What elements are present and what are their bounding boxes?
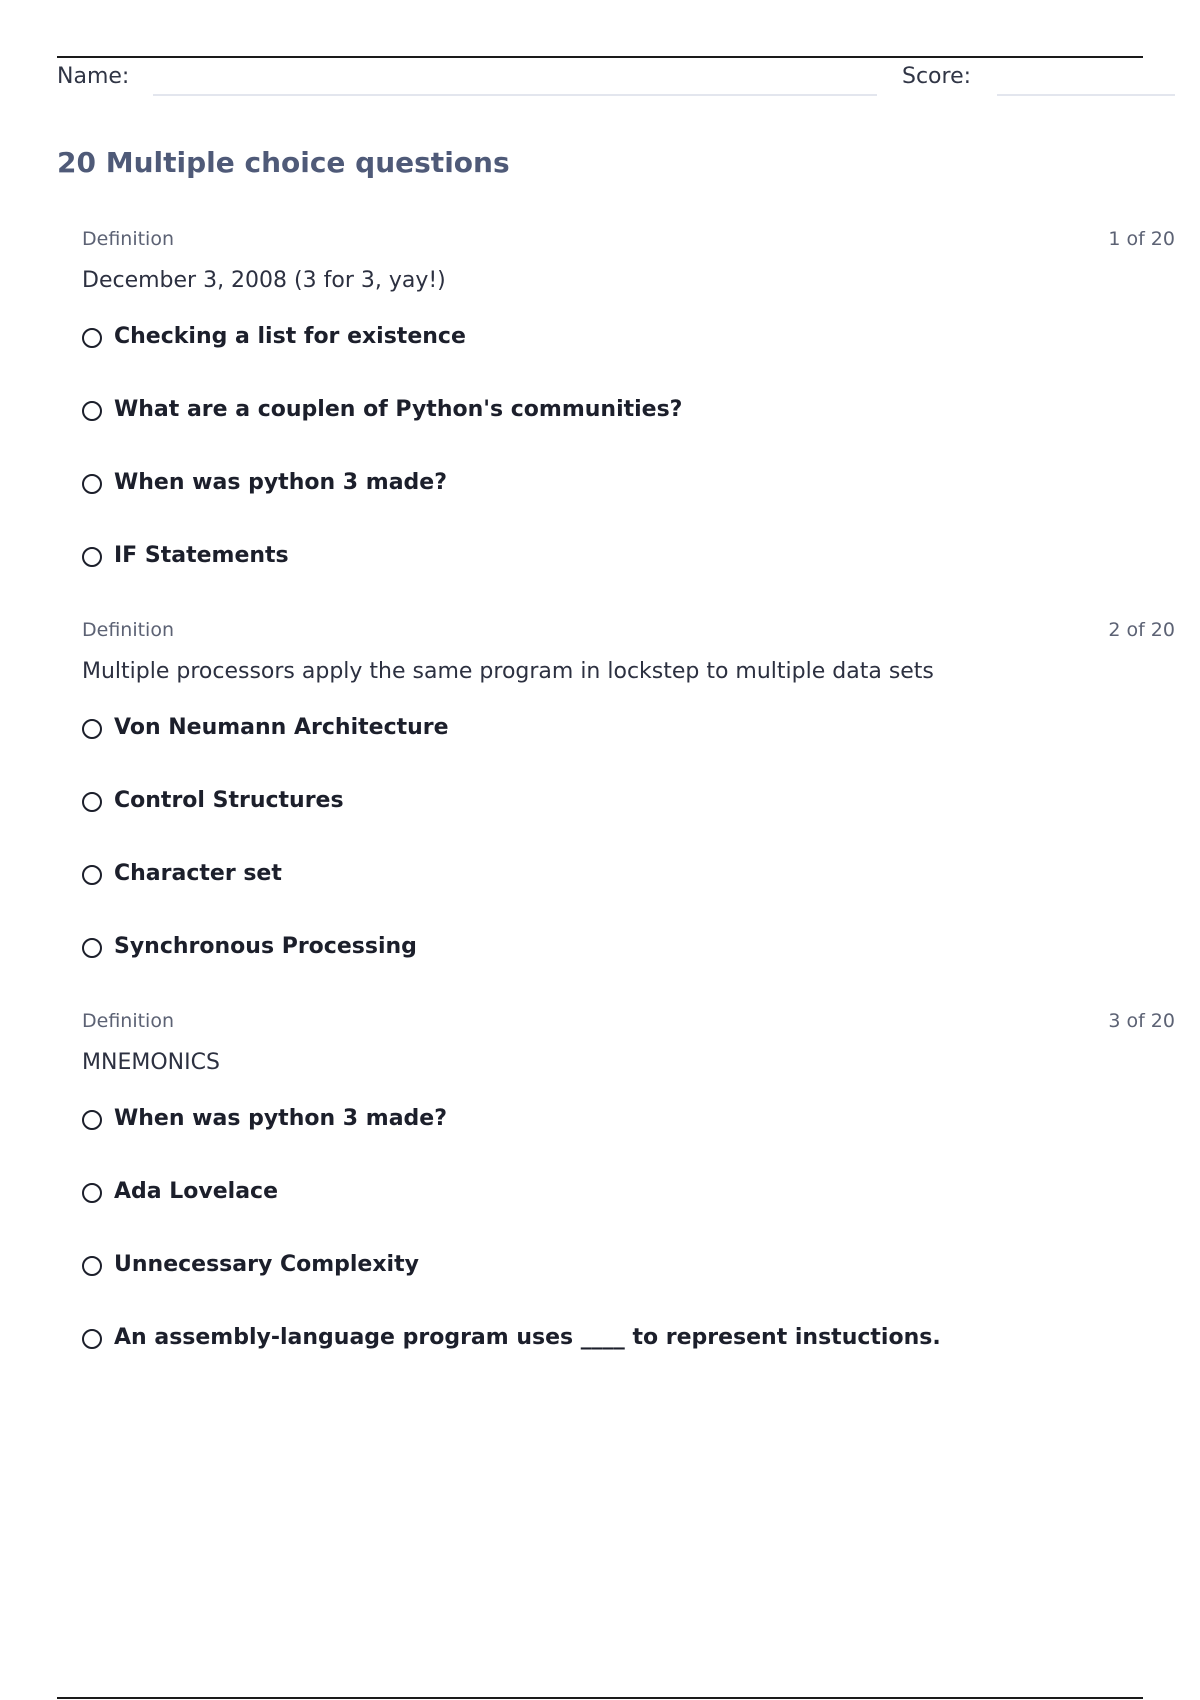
answer-option[interactable] [82,861,449,934]
radio-circle-icon[interactable] [82,401,102,421]
option-label: Character set [114,861,282,886]
answer-option[interactable] [82,1325,941,1398]
option-label: Checking a list for existence [114,324,466,349]
answer-options [82,324,682,616]
answer-option[interactable] [82,1252,941,1325]
question-1 [82,228,1175,588]
question-prompt: MNEMONICS [82,1050,220,1075]
question-2 [82,619,1175,979]
option-label: When was python 3 made? [114,470,447,495]
question-3 [82,1010,1175,1370]
radio-circle-icon[interactable] [82,1183,102,1203]
score-label: Score: [902,64,972,89]
question-type: Definition [82,619,175,641]
answer-options [82,715,449,1007]
option-label: IF Statements [114,543,289,568]
radio-circle-icon[interactable] [82,474,102,494]
question-prompt: December 3, 2008 (3 for 3, yay!) [82,268,446,293]
radio-circle-icon[interactable] [82,938,102,958]
question-type: Definition [82,1010,175,1032]
name-field[interactable] [153,94,877,96]
footer-rule [57,1697,1143,1699]
name-label: Name: [57,64,130,89]
radio-circle-icon[interactable] [82,719,102,739]
option-label: Unnecessary Complexity [114,1252,419,1277]
answer-option[interactable] [82,543,682,616]
answer-option[interactable] [82,788,449,861]
answer-option[interactable] [82,934,449,1007]
radio-circle-icon[interactable] [82,1329,102,1349]
option-label: Von Neumann Architecture [114,715,449,740]
option-label: Control Structures [114,788,344,813]
answer-option[interactable] [82,1106,941,1179]
answer-option[interactable] [82,715,449,788]
radio-circle-icon[interactable] [82,1110,102,1130]
answer-option[interactable] [82,470,682,543]
question-prompt: Multiple processors apply the same program in lockstep to multiple data sets [82,659,934,684]
answer-option[interactable] [82,324,682,397]
radio-circle-icon[interactable] [82,547,102,567]
option-label: An assembly-language program uses ____ to represent instuctions. [114,1325,941,1350]
radio-circle-icon[interactable] [82,328,102,348]
question-counter: 1 of 20 [1108,228,1175,250]
answer-option[interactable] [82,1179,941,1252]
option-label: Synchronous Processing [114,934,417,959]
header-rule [57,56,1143,58]
radio-circle-icon[interactable] [82,865,102,885]
score-field[interactable] [997,94,1175,96]
question-counter: 2 of 20 [1108,619,1175,641]
radio-circle-icon[interactable] [82,1256,102,1276]
option-label: What are a couplen of Python's communities? [114,397,683,422]
option-label: When was python 3 made? [114,1106,447,1131]
answer-option[interactable] [82,397,682,470]
radio-circle-icon[interactable] [82,792,102,812]
question-counter: 3 of 20 [1108,1010,1175,1032]
answer-options [82,1106,941,1398]
question-type: Definition [82,228,175,250]
option-label: Ada Lovelace [114,1179,279,1204]
section-title: 20 Multiple choice questions [57,146,510,179]
